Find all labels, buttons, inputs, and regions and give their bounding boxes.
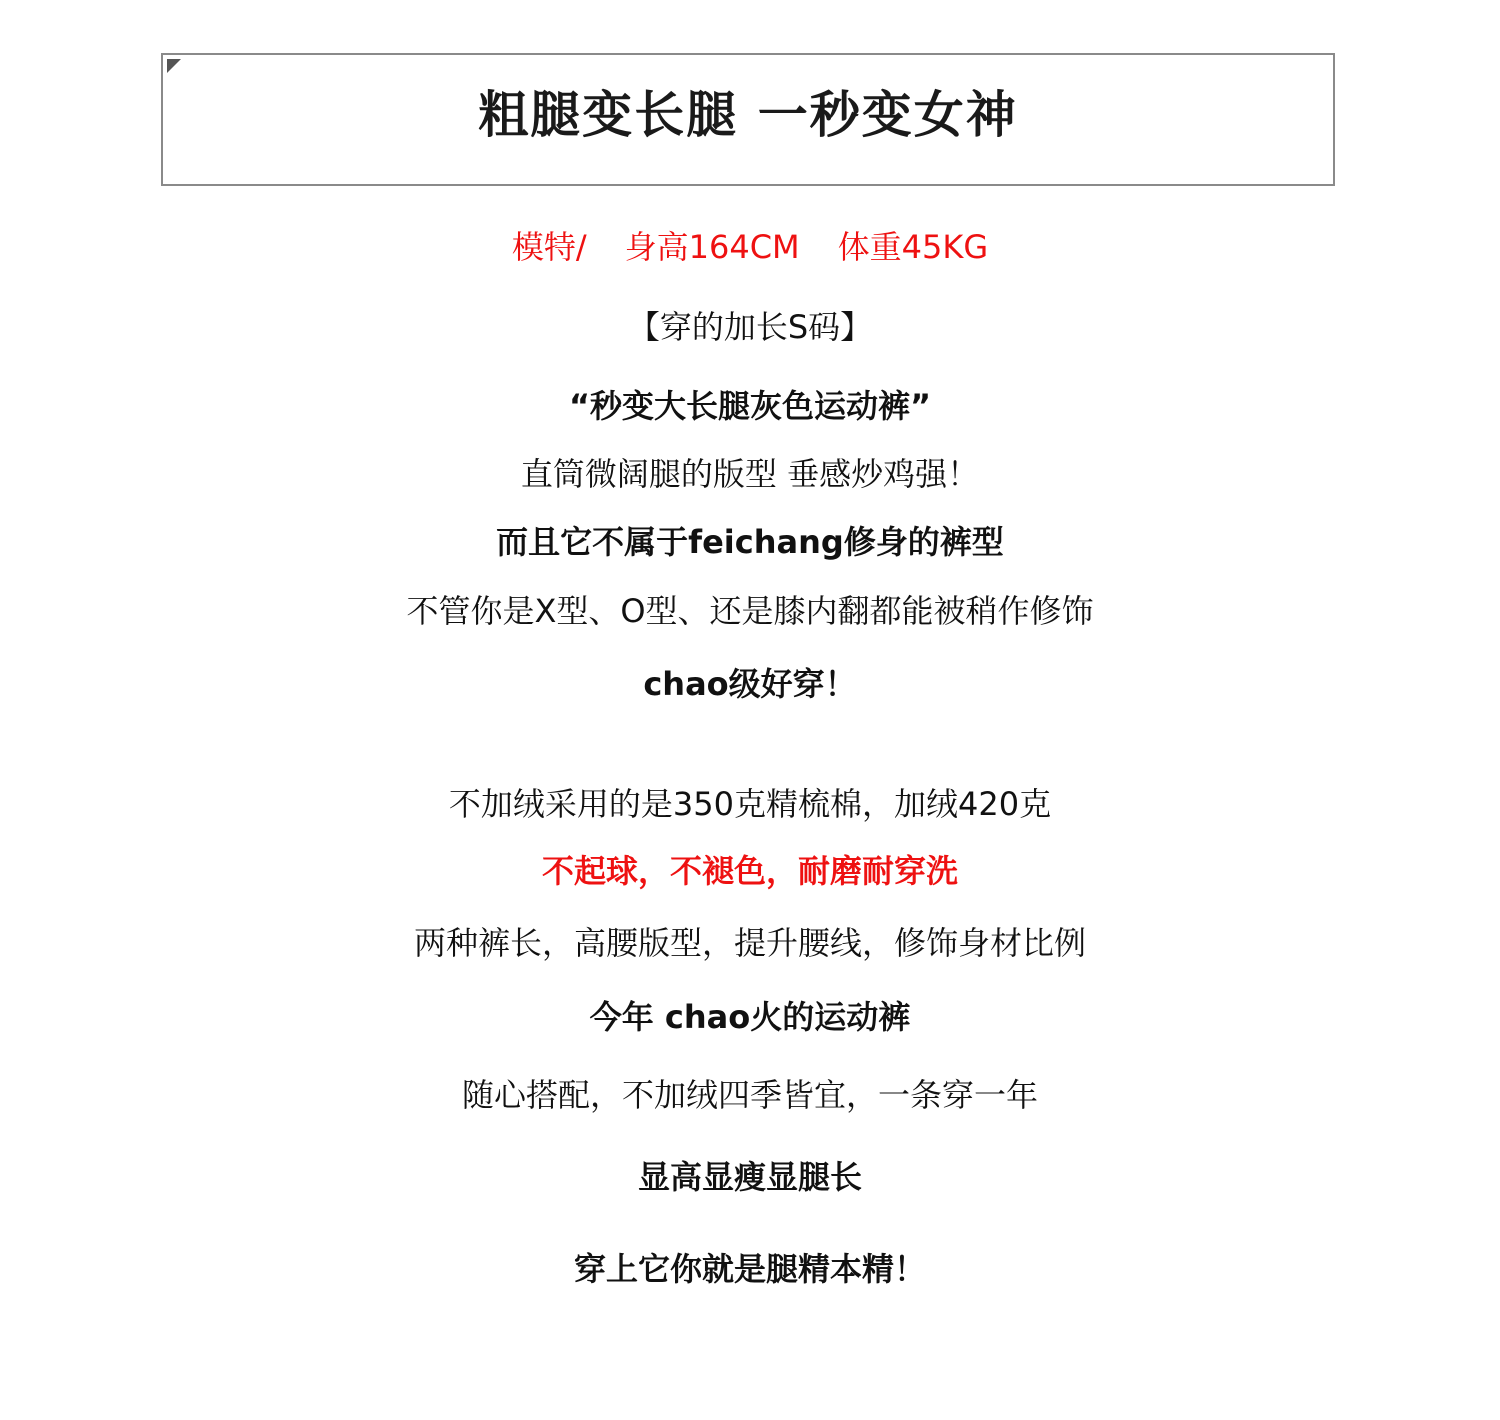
slim-description: 显高显瘦显腿长 [637, 1158, 862, 1196]
title-banner [161, 53, 1335, 186]
lengths-description: 两种裤长，高腰版型，提升腰线，修饰身材比例 [413, 924, 1086, 962]
fit-description: 而且它不属于feichang修身的裤型 [496, 523, 1004, 561]
legs-description: 不管你是X型、O型、还是膝内翻都能被稍作修饰 [406, 592, 1094, 630]
model-label: 模特/ [511, 228, 587, 266]
material-description: 不加绒采用的是350克精梳棉，加绒420克 [448, 785, 1052, 823]
model-info [0, 228, 1500, 266]
headline: “秒变大长腿灰色运动裤” [568, 387, 932, 425]
size-note: 【穿的加长S码】 [627, 308, 873, 346]
seasons-description: 随心搭配，不加绒四季皆宜，一条穿一年 [461, 1076, 1038, 1114]
quality-description: 不起球，不褪色，耐磨耐穿洗 [541, 852, 958, 890]
trend-description: 今年 chao火的运动裤 [589, 998, 911, 1036]
closing-line: 穿上它你就是腿精本精！ [573, 1250, 926, 1288]
model-height: 身高164CM [624, 228, 800, 266]
model-weight: 体重45KG [837, 228, 989, 266]
page-title: 粗腿变长腿 一秒变女神 [478, 85, 1018, 144]
cut-description: 直筒微阔腿的版型 垂感炒鸡强！ [520, 455, 980, 493]
corner-mark [167, 59, 181, 73]
wear-description: chao级好穿！ [643, 665, 857, 703]
